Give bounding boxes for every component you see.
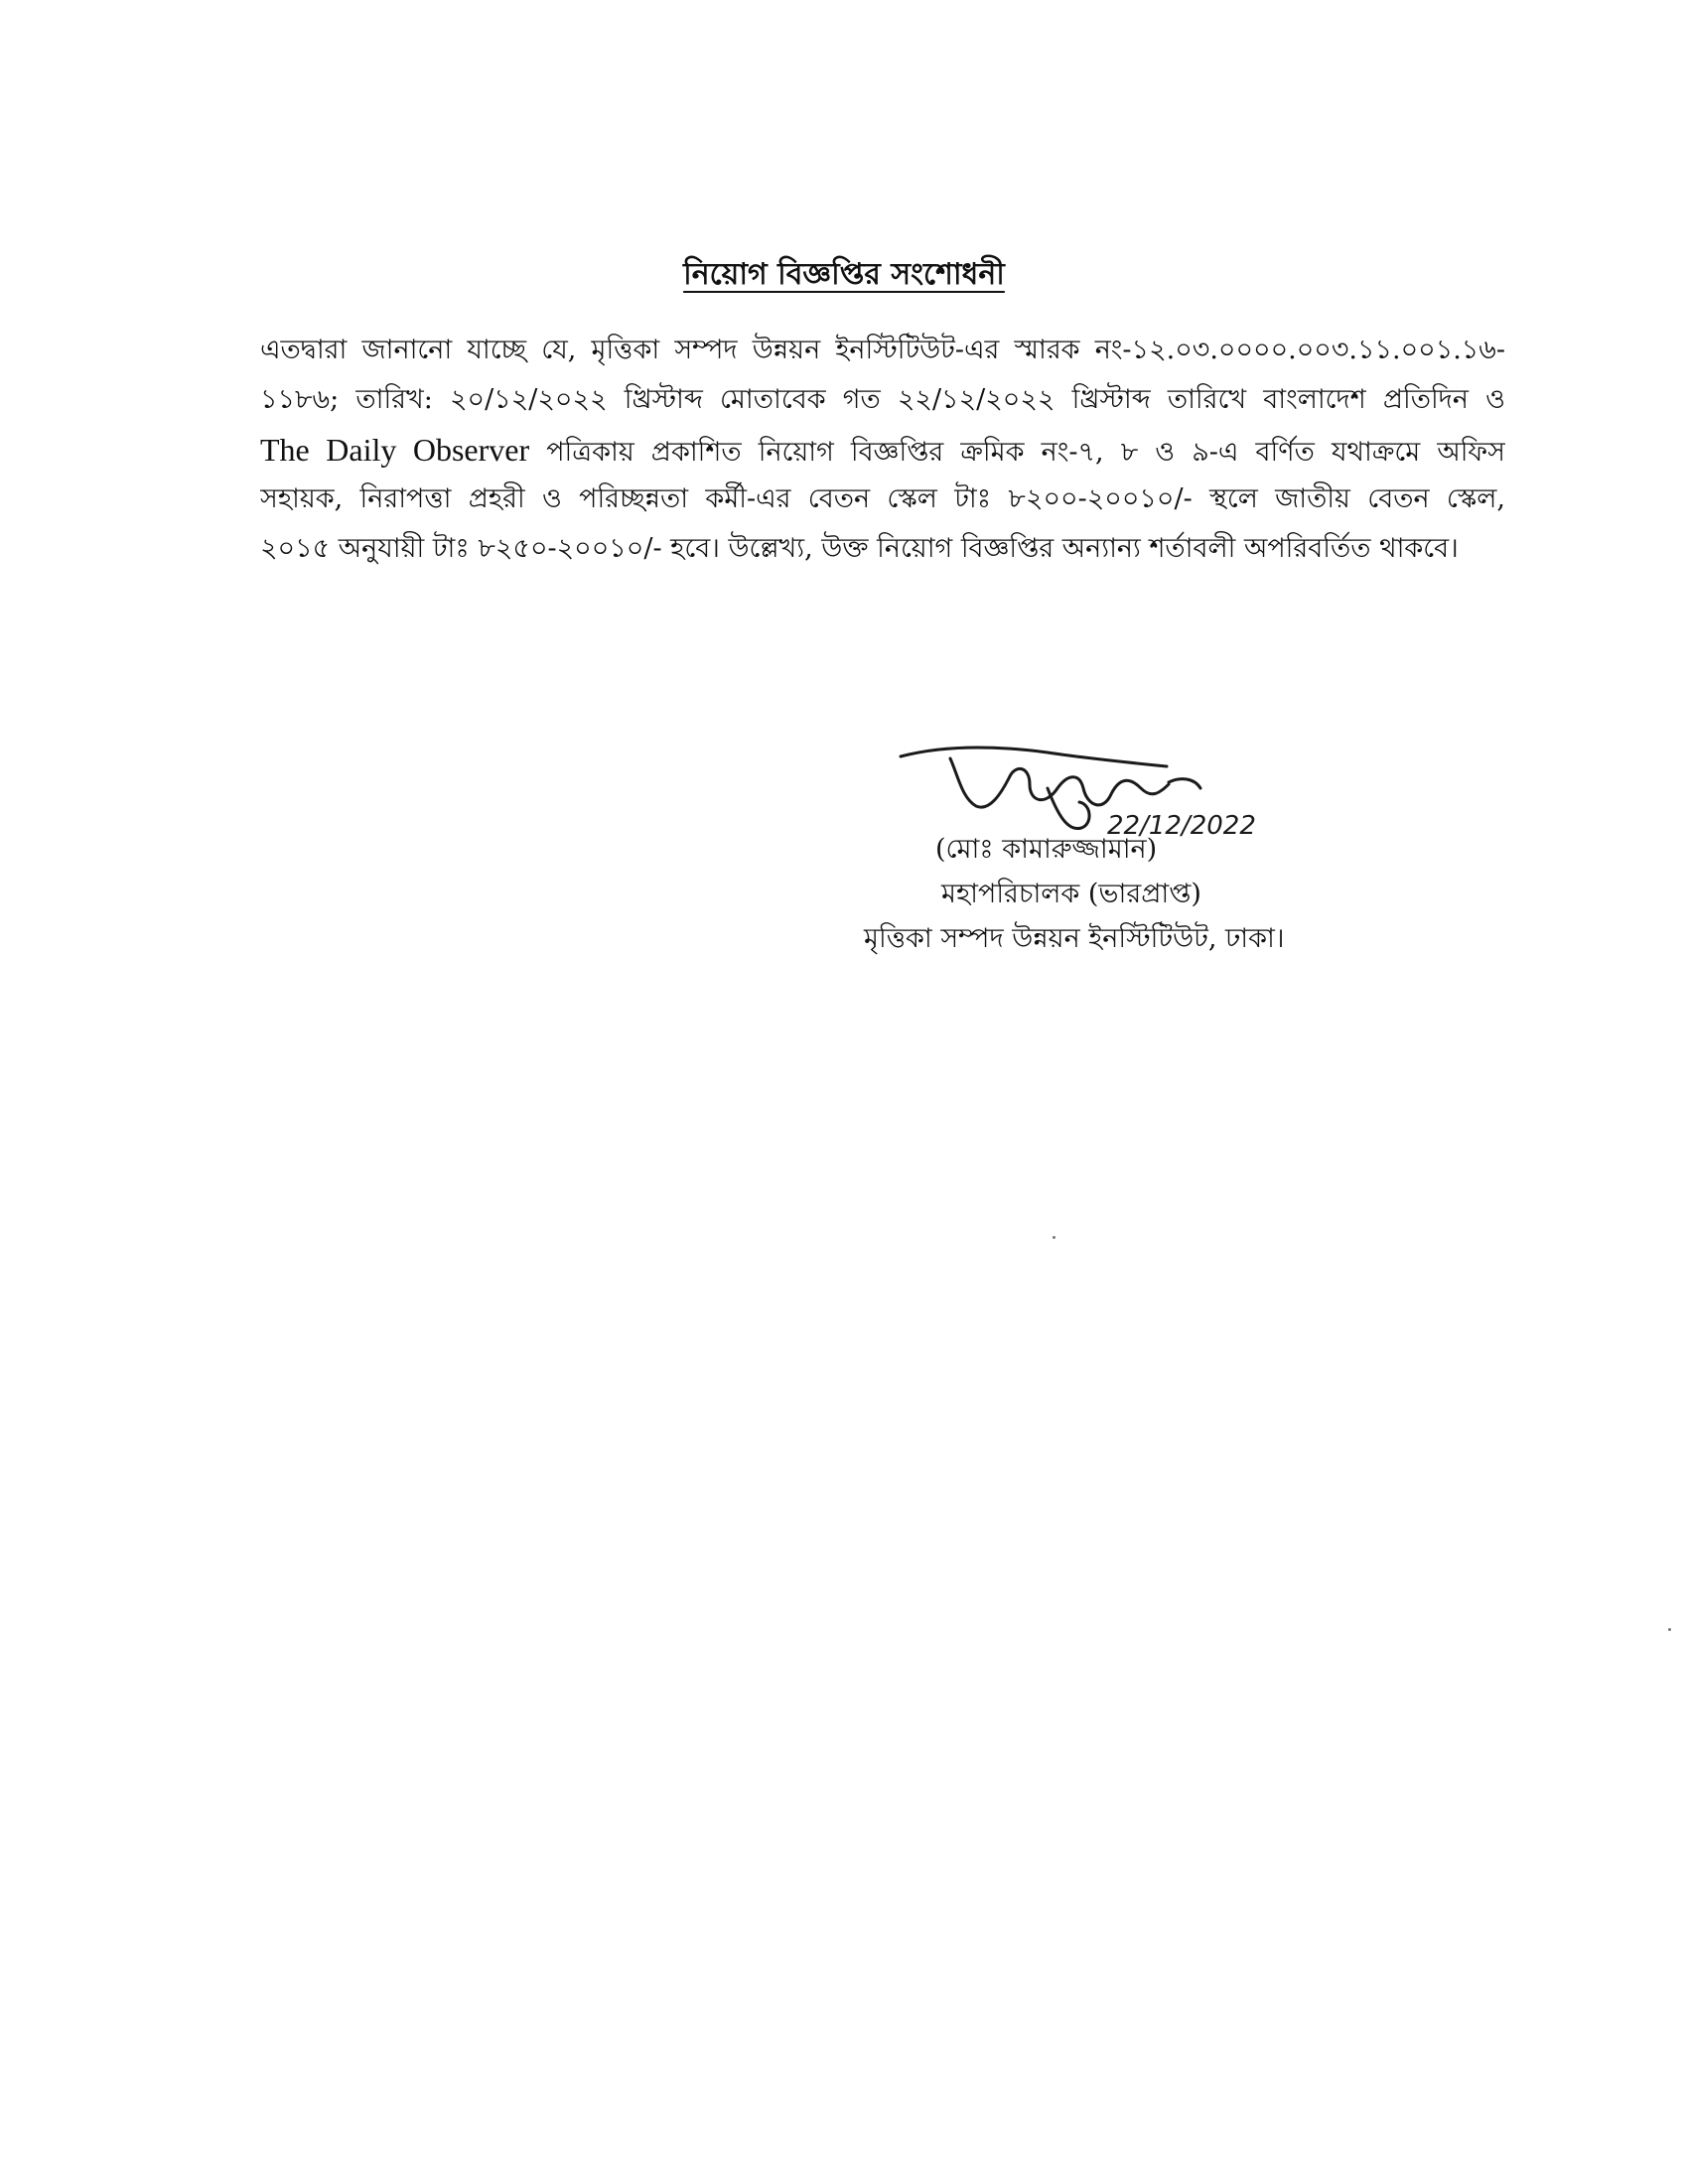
body-line-5-text: ২০১৫ অনুযায়ী টাঃ ৮২৫০-২০০১০/- হবে। উল্লেখ্য, উক্ত নিয়োগ বিজ্ঞপ্তির অন্যান্য শর্তাবলী অপরিবর্তিত থাকবে।: [260, 533, 1459, 564]
body-line-4-text: সহায়ক, নিরাপত্তা প্রহরী ও পরিচ্ছন্নতা কর্মী-এর বেতন স্কেল টাঃ ৮২০০-২০০১০/- স্থলে জাতীয় বেতন স্কেল,: [260, 483, 1505, 514]
signer-name: (মোঃ কামারুজ্জামান): [935, 834, 1158, 865]
body-line-1: [260, 326, 1505, 375]
body-line-2-text: ১১৮৬; তারিখ: ২০/১২/২০২২ খ্রিস্টাব্দ মোতাবেক গত ২২/১২/২০২২ খ্রিস্টাব্দ তারিখে বাংলাদেশ প্রতিদিন ও: [260, 384, 1505, 415]
document-title-text: নিয়োগ বিজ্ঞপ্তির সংশোধনী: [683, 257, 1005, 292]
scan-speck: [1668, 1628, 1671, 1631]
scan-speck: [1053, 1236, 1055, 1239]
handwritten-signature: [899, 733, 1256, 842]
signature-body: [950, 758, 1169, 807]
body-line-3-text: পত্রিকায় প্রকাশিত নিয়োগ বিজ্ঞপ্তির ক্রমিক নং-৭, ৮ ও ৯-এ বর্ণিত যথাক্রমে অফিস: [529, 437, 1505, 468]
body-line-1-text: এতদ্বারা জানানো যাচ্ছে যে, মৃত্তিকা সম্পদ উন্নয়ন ইনস্টিটিউট-এর স্মারক নং-১২.০৩.০০০০.০০৩.১১.০০১.১৬-: [260, 335, 1505, 365]
body-line-5: [260, 524, 1505, 574]
notice-body: [260, 326, 1505, 574]
newspaper-name: The Daily Observer: [260, 432, 530, 468]
body-line-3: [260, 425, 1505, 475]
signature-topline: [901, 748, 1167, 766]
signer-organization: মৃত্তিকা সম্পদ উন্নয়ন ইনস্টিটিউট, ঢাকা।: [864, 923, 1285, 954]
body-line-2: [260, 375, 1505, 425]
signature-tail: [1169, 779, 1200, 788]
document-title: [0, 250, 1688, 301]
signer-designation: মহাপরিচালক (ভারপ্রাপ্ত): [941, 879, 1201, 909]
signature-date: 22/12/2022: [1107, 811, 1256, 841]
body-line-4: [260, 475, 1505, 524]
